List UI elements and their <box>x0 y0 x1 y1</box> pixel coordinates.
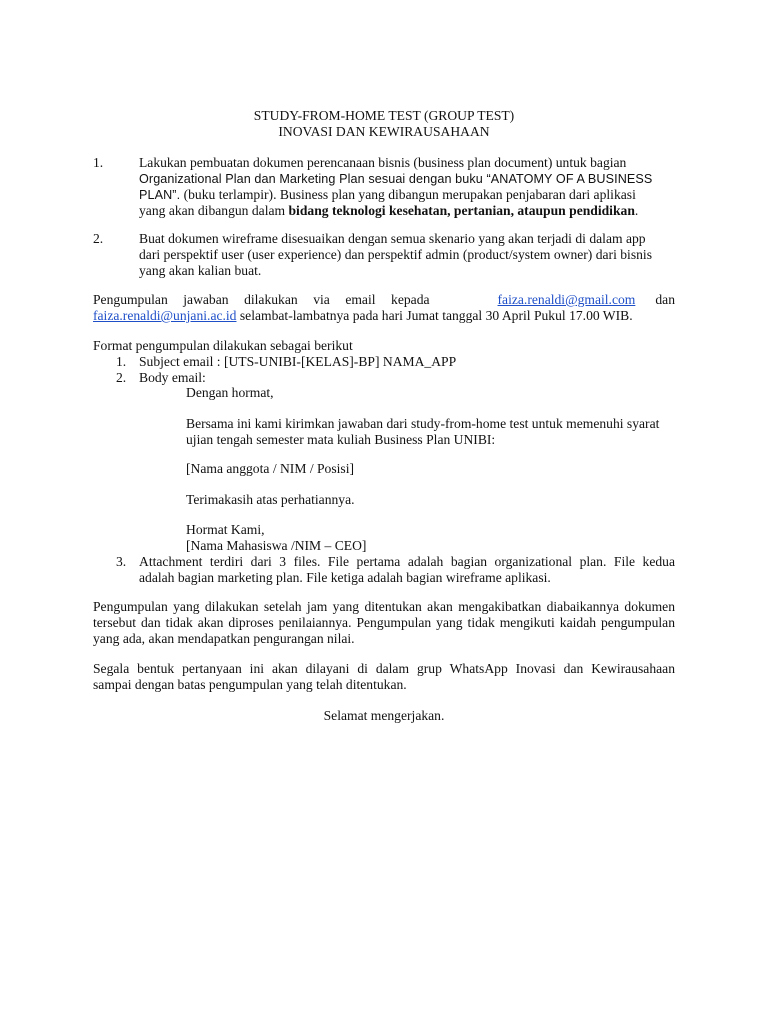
task-1-line-2: Organizational Plan dan Marketing Plan sesuai dengan buku “ANATOMY OF A BUSINESS <box>139 172 653 186</box>
submission-line-2 <box>93 308 675 324</box>
document-title: STUDY-FROM-HOME TEST (GROUP TEST) <box>253 108 515 123</box>
submission-line-1 <box>93 292 675 308</box>
format-item-3-line-1: Attachment terdiri dari 3 files. File pertama adalah bagian organizational plan. File kedua <box>139 554 675 569</box>
task-2-line-3: yang akan kalian buat. <box>139 263 262 278</box>
email-paragraph-line-1: Bersama ini kami kirimkan jawaban dari study-from-home test untuk memenuhi syarat <box>186 416 660 431</box>
email-link-gmail[interactable]: faiza.renaldi@gmail.com <box>497 292 636 307</box>
late-note-line-1: Pengumpulan yang dilakukan setelah jam yang ditentukan akan mengakibatkan diabaikannya dokumen <box>93 599 675 614</box>
questions-line-2: sampai dengan batas pengumpulan yang telah ditentukan. <box>93 677 407 692</box>
questions-note <box>93 661 675 693</box>
task-1-line-4-post: . <box>634 203 639 218</box>
task-1-text <box>139 155 675 219</box>
format-item-3-text <box>139 554 675 586</box>
task-1-line-3 <box>139 187 675 203</box>
task-2-number: 2. <box>93 231 104 246</box>
email-closing: Hormat Kami, <box>186 522 265 537</box>
late-submission-note <box>93 599 675 647</box>
email-greeting: Dengan hormat, <box>186 385 274 400</box>
format-item-3-number: 3. <box>116 554 127 569</box>
format-item-2-number: 2. <box>116 370 127 385</box>
closing-text: Selamat mengerjakan. <box>323 708 445 723</box>
task-1-line-4 <box>139 203 675 219</box>
email-members-placeholder: [Nama anggota / NIM / Posisi] <box>186 461 355 476</box>
submission-intro: Pengumpulan jawaban dilakukan via email kepada <box>93 292 430 307</box>
format-item-1-text: Subject email : [UTS-UNIBI-[KELAS]-BP] NAMA_APP <box>139 354 457 369</box>
document-subtitle: INOVASI DAN KEWIRAUSAHAAN <box>278 124 490 139</box>
task-2-text <box>139 231 675 279</box>
questions-line-1: Segala bentuk pertanyaan ini akan dilayani di dalam grup WhatsApp Inovasi dan Kewirausahaan <box>93 661 675 676</box>
task-1-line-3-rest: (buku terlampir). Business plan yang dibangun merupakan penjabaran dari aplikasi <box>180 187 636 202</box>
task-2-line-2: dari perspektif user (user experience) dan perspektif admin (product/system owner) dari bisnis <box>139 247 652 262</box>
email-signature: [Nama Mahasiswa /NIM – CEO] <box>186 538 367 553</box>
submission-deadline: selambat-lambatnya pada hari Jumat tanggal 30 April Pukul 17.00 WIB. <box>236 308 633 323</box>
email-paragraph-line-2: ujian tengah semester mata kuliah Business Plan UNIBI: <box>186 432 496 447</box>
format-item-3-line-2: adalah bagian marketing plan. File ketiga adalah bagian wireframe aplikasi. <box>139 570 551 585</box>
task-1-line-4-pre: yang akan dibangun dalam <box>139 203 289 218</box>
format-item-2-text: Body email: <box>139 370 206 385</box>
email-link-unjani[interactable]: faiza.renaldi@unjani.ac.id <box>93 308 237 323</box>
late-note-line-3: yang ada, akan mendapatkan pengurangan nilai. <box>93 631 355 646</box>
submission-and: dan <box>655 292 675 307</box>
email-thanks: Terimakasih atas perhatiannya. <box>186 492 355 507</box>
task-1-plan-word: PLAN”. <box>139 188 181 202</box>
task-1-line-1: Lakukan pembuatan dokumen perencanaan bisnis (business plan document) untuk bagian <box>139 155 627 170</box>
task-1-number: 1. <box>93 155 104 170</box>
format-heading: Format pengumpulan dilakukan sebagai berikut <box>93 338 353 353</box>
email-paragraph <box>186 416 675 448</box>
task-1-focus-areas: bidang teknologi kesehatan, pertanian, ataupun pendidikan <box>288 203 635 218</box>
format-item-1-number: 1. <box>116 354 127 369</box>
task-2-line-1: Buat dokumen wireframe disesuaikan dengan semua skenario yang akan terjadi di dalam app <box>139 231 646 246</box>
late-note-line-2: tersebut dan tidak akan diproses penilaiannya. Pengumpulan yang tidak mengikuti kaidah pengumpulan <box>93 615 675 630</box>
